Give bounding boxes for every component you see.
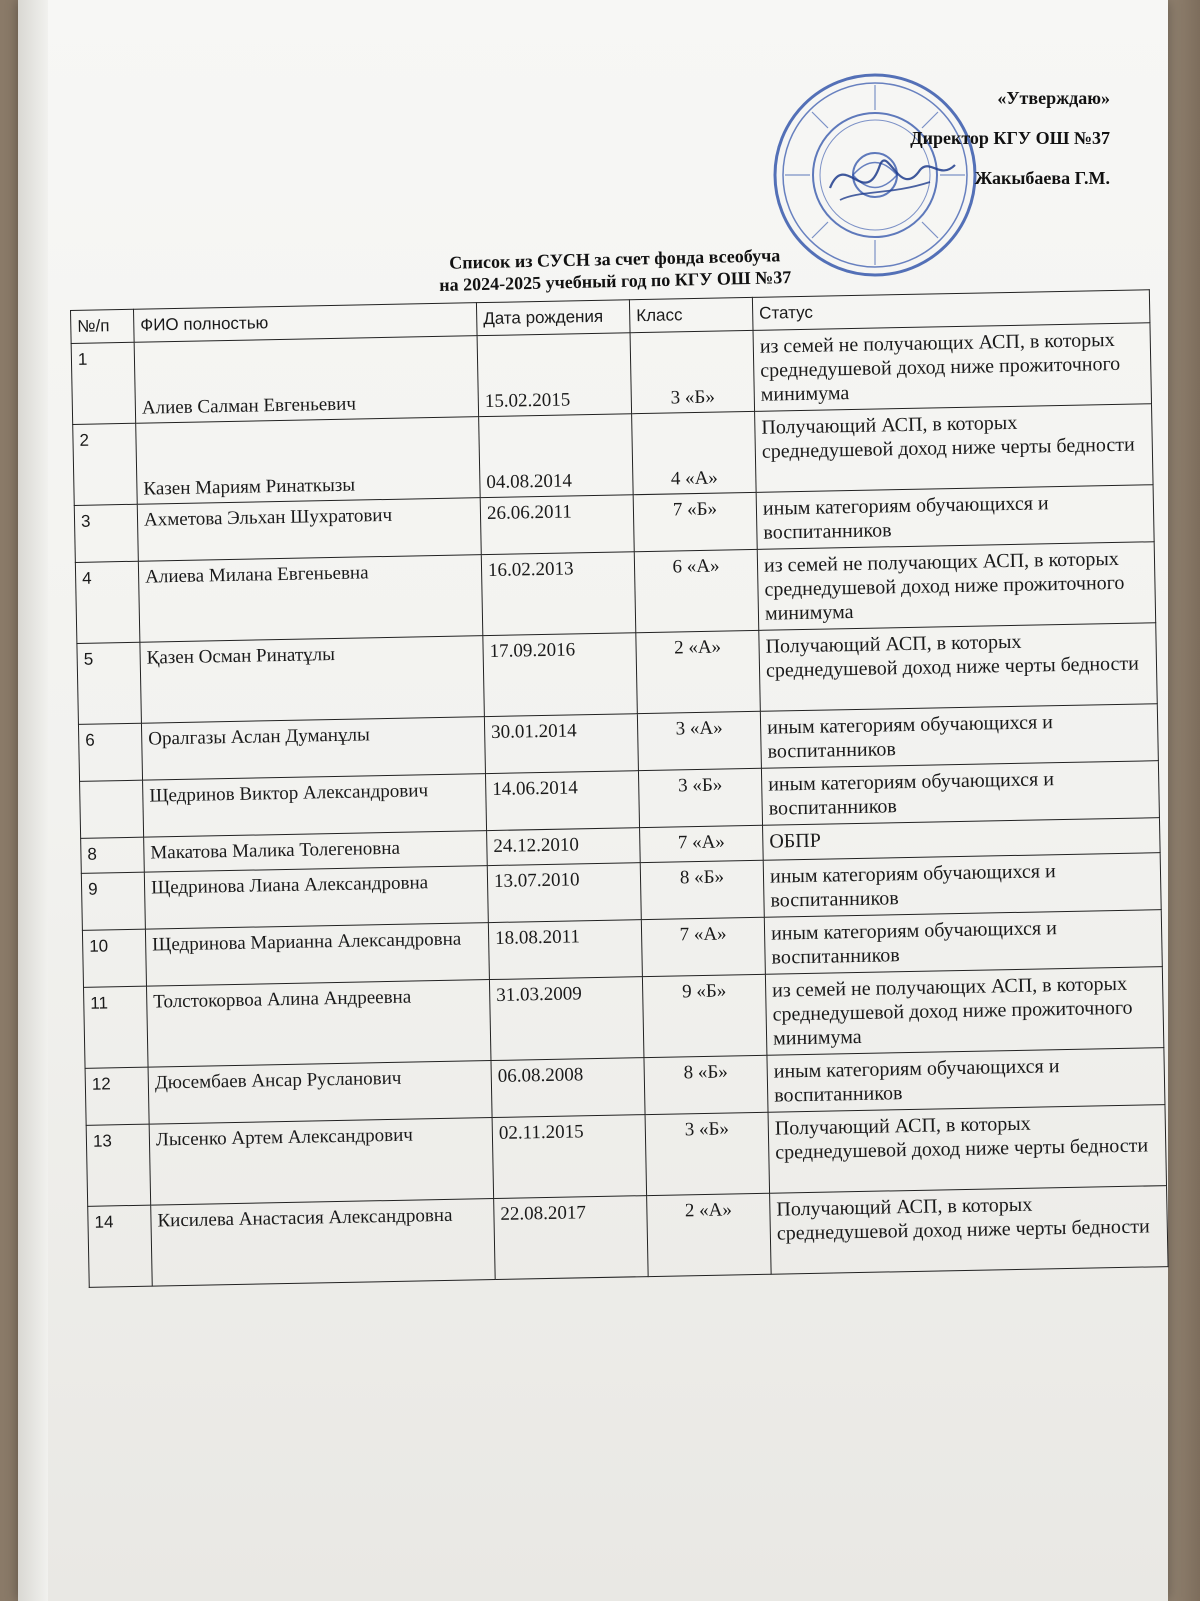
row-class: 7 «А» <box>641 917 765 976</box>
row-status: из семей не получающих АСП, в которых среднедушевой доход ниже прожиточного минимума <box>757 542 1155 631</box>
row-num: 8 <box>81 837 145 873</box>
row-fio: Щедринов Виктор Александрович <box>143 774 487 838</box>
row-date: 22.08.2017 <box>494 1196 649 1280</box>
row-date: 13.07.2010 <box>487 863 641 923</box>
header-fio: ФИО полностью <box>133 303 477 343</box>
header-status: Статус <box>752 290 1150 331</box>
row-date: 31.03.2009 <box>489 977 644 1061</box>
document-sheet <box>50 0 1150 1601</box>
row-status: иным категориям обучающихся и воспитанников <box>760 704 1158 769</box>
row-fio: Щедринова Марианна Александровна <box>145 923 489 987</box>
row-date: 18.08.2011 <box>488 920 642 980</box>
row-date: 14.06.2014 <box>485 771 639 831</box>
approval-signatory: Жакыбаева Г.М. <box>974 168 1110 188</box>
row-class: 3 «Б» <box>645 1112 770 1195</box>
row-num: 13 <box>86 1124 151 1206</box>
header-date: Дата рождения <box>476 300 630 336</box>
row-date: 04.08.2014 <box>479 414 634 498</box>
row-date: 06.08.2008 <box>491 1058 645 1118</box>
students-table <box>70 289 1169 1288</box>
row-num: 9 <box>81 872 145 930</box>
row-class: 8 «Б» <box>644 1055 768 1114</box>
row-date: 26.06.2011 <box>480 495 634 555</box>
header-class: Класс <box>629 297 753 332</box>
row-num: 10 <box>82 929 146 987</box>
row-class: 6 «А» <box>634 549 759 632</box>
row-class: 9 «Б» <box>642 974 767 1057</box>
row-fio: Оралгазы Аслан Думанұлы <box>141 717 485 781</box>
row-fio: Кисилева Анастасия Александровна <box>151 1199 495 1287</box>
row-date: 16.02.2013 <box>481 552 636 636</box>
row-status: Получающий АСП, в которых среднедушевой доход ниже черты бедности <box>759 623 1157 712</box>
row-status: иным категориям обучающихся и воспитанников <box>764 910 1162 975</box>
sleeve-edge <box>18 0 48 1601</box>
row-num: 5 <box>77 642 142 724</box>
approval-position: Директор КГУ ОШ №37 <box>910 128 1110 148</box>
row-status: иным категориям обучающихся и воспитанников <box>767 1048 1165 1113</box>
row-num: 6 <box>78 723 142 781</box>
row-fio: Қазен Осман Ринатұлы <box>140 636 484 724</box>
row-class: 3 «А» <box>637 711 761 770</box>
row-date: 30.01.2014 <box>484 714 638 774</box>
document-title <box>380 243 851 298</box>
row-fio: Алиев Салман Евгеньевич <box>134 336 478 424</box>
row-status: из семей не получающих АСП, в которых среднедушевой доход ниже прожиточного минимума <box>765 967 1163 1056</box>
students-table-wrap <box>70 289 1169 1288</box>
row-status: из семей не получающих АСП, в которых среднедушевой доход ниже прожиточного минимума <box>753 323 1151 412</box>
row-status: иным категориям обучающихся и воспитанников <box>763 853 1161 918</box>
row-fio: Лысенко Артем Александрович <box>149 1118 493 1206</box>
row-status: ОБПР <box>763 818 1161 861</box>
approval-heading: «Утверждаю» <box>997 88 1110 108</box>
row-status: иным категориям обучающихся и воспитанников <box>756 485 1154 550</box>
title-line-2: на 2024-2025 учебный год по КГУ ОШ №37 <box>439 267 792 295</box>
row-status: Получающий АСП, в которых среднедушевой доход ниже черты бедности <box>755 404 1153 493</box>
row-class: 2 «А» <box>636 630 761 713</box>
row-num: 4 <box>75 561 140 643</box>
row-status: Получающий АСП, в которых среднедушевой доход ниже черты бедности <box>770 1186 1168 1275</box>
row-class: 3 «Б» <box>630 330 755 413</box>
row-num: 2 <box>73 423 138 505</box>
row-date: 17.09.2016 <box>483 633 638 717</box>
row-fio: Казен Мариям Ринаткызы <box>136 417 480 505</box>
header-num: №/п <box>71 309 135 343</box>
document-page <box>18 0 1168 1601</box>
row-num: 12 <box>85 1067 149 1125</box>
row-fio: Дюсембаев Ансар Русланович <box>148 1061 492 1125</box>
row-status: иным категориям обучающихся и воспитанников <box>761 761 1159 826</box>
row-num: 11 <box>84 986 149 1068</box>
row-num: 1 <box>71 342 136 424</box>
row-class: 2 «А» <box>647 1193 772 1276</box>
title-line-1: Список из СУСН за счет фонда всеобуча <box>449 245 781 273</box>
row-num: 14 <box>88 1205 153 1287</box>
row-class: 8 «Б» <box>640 860 764 919</box>
row-class: 3 «Б» <box>638 768 762 827</box>
row-class: 7 «А» <box>640 825 764 862</box>
row-fio: Ахметова Эльхан Шухратович <box>137 498 481 562</box>
row-num <box>80 780 144 838</box>
row-status: Получающий АСП, в которых среднедушевой доход ниже черты бедности <box>768 1105 1166 1194</box>
row-fio: Щедринова Лиана Александровна <box>144 866 488 930</box>
row-fio: Алиева Милана Евгеньевна <box>138 555 482 643</box>
row-date: 02.11.2015 <box>492 1115 647 1199</box>
row-class: 4 «А» <box>632 411 757 494</box>
row-fio: Макатова Малика Толегеновна <box>144 831 488 873</box>
row-class: 7 «Б» <box>633 492 757 551</box>
row-date: 24.12.2010 <box>487 828 641 866</box>
row-fio: Толстокорвоа Алина Андреевна <box>146 980 490 1068</box>
row-num: 3 <box>74 504 138 562</box>
row-date: 15.02.2015 <box>477 333 632 417</box>
approval-block <box>870 78 1110 198</box>
